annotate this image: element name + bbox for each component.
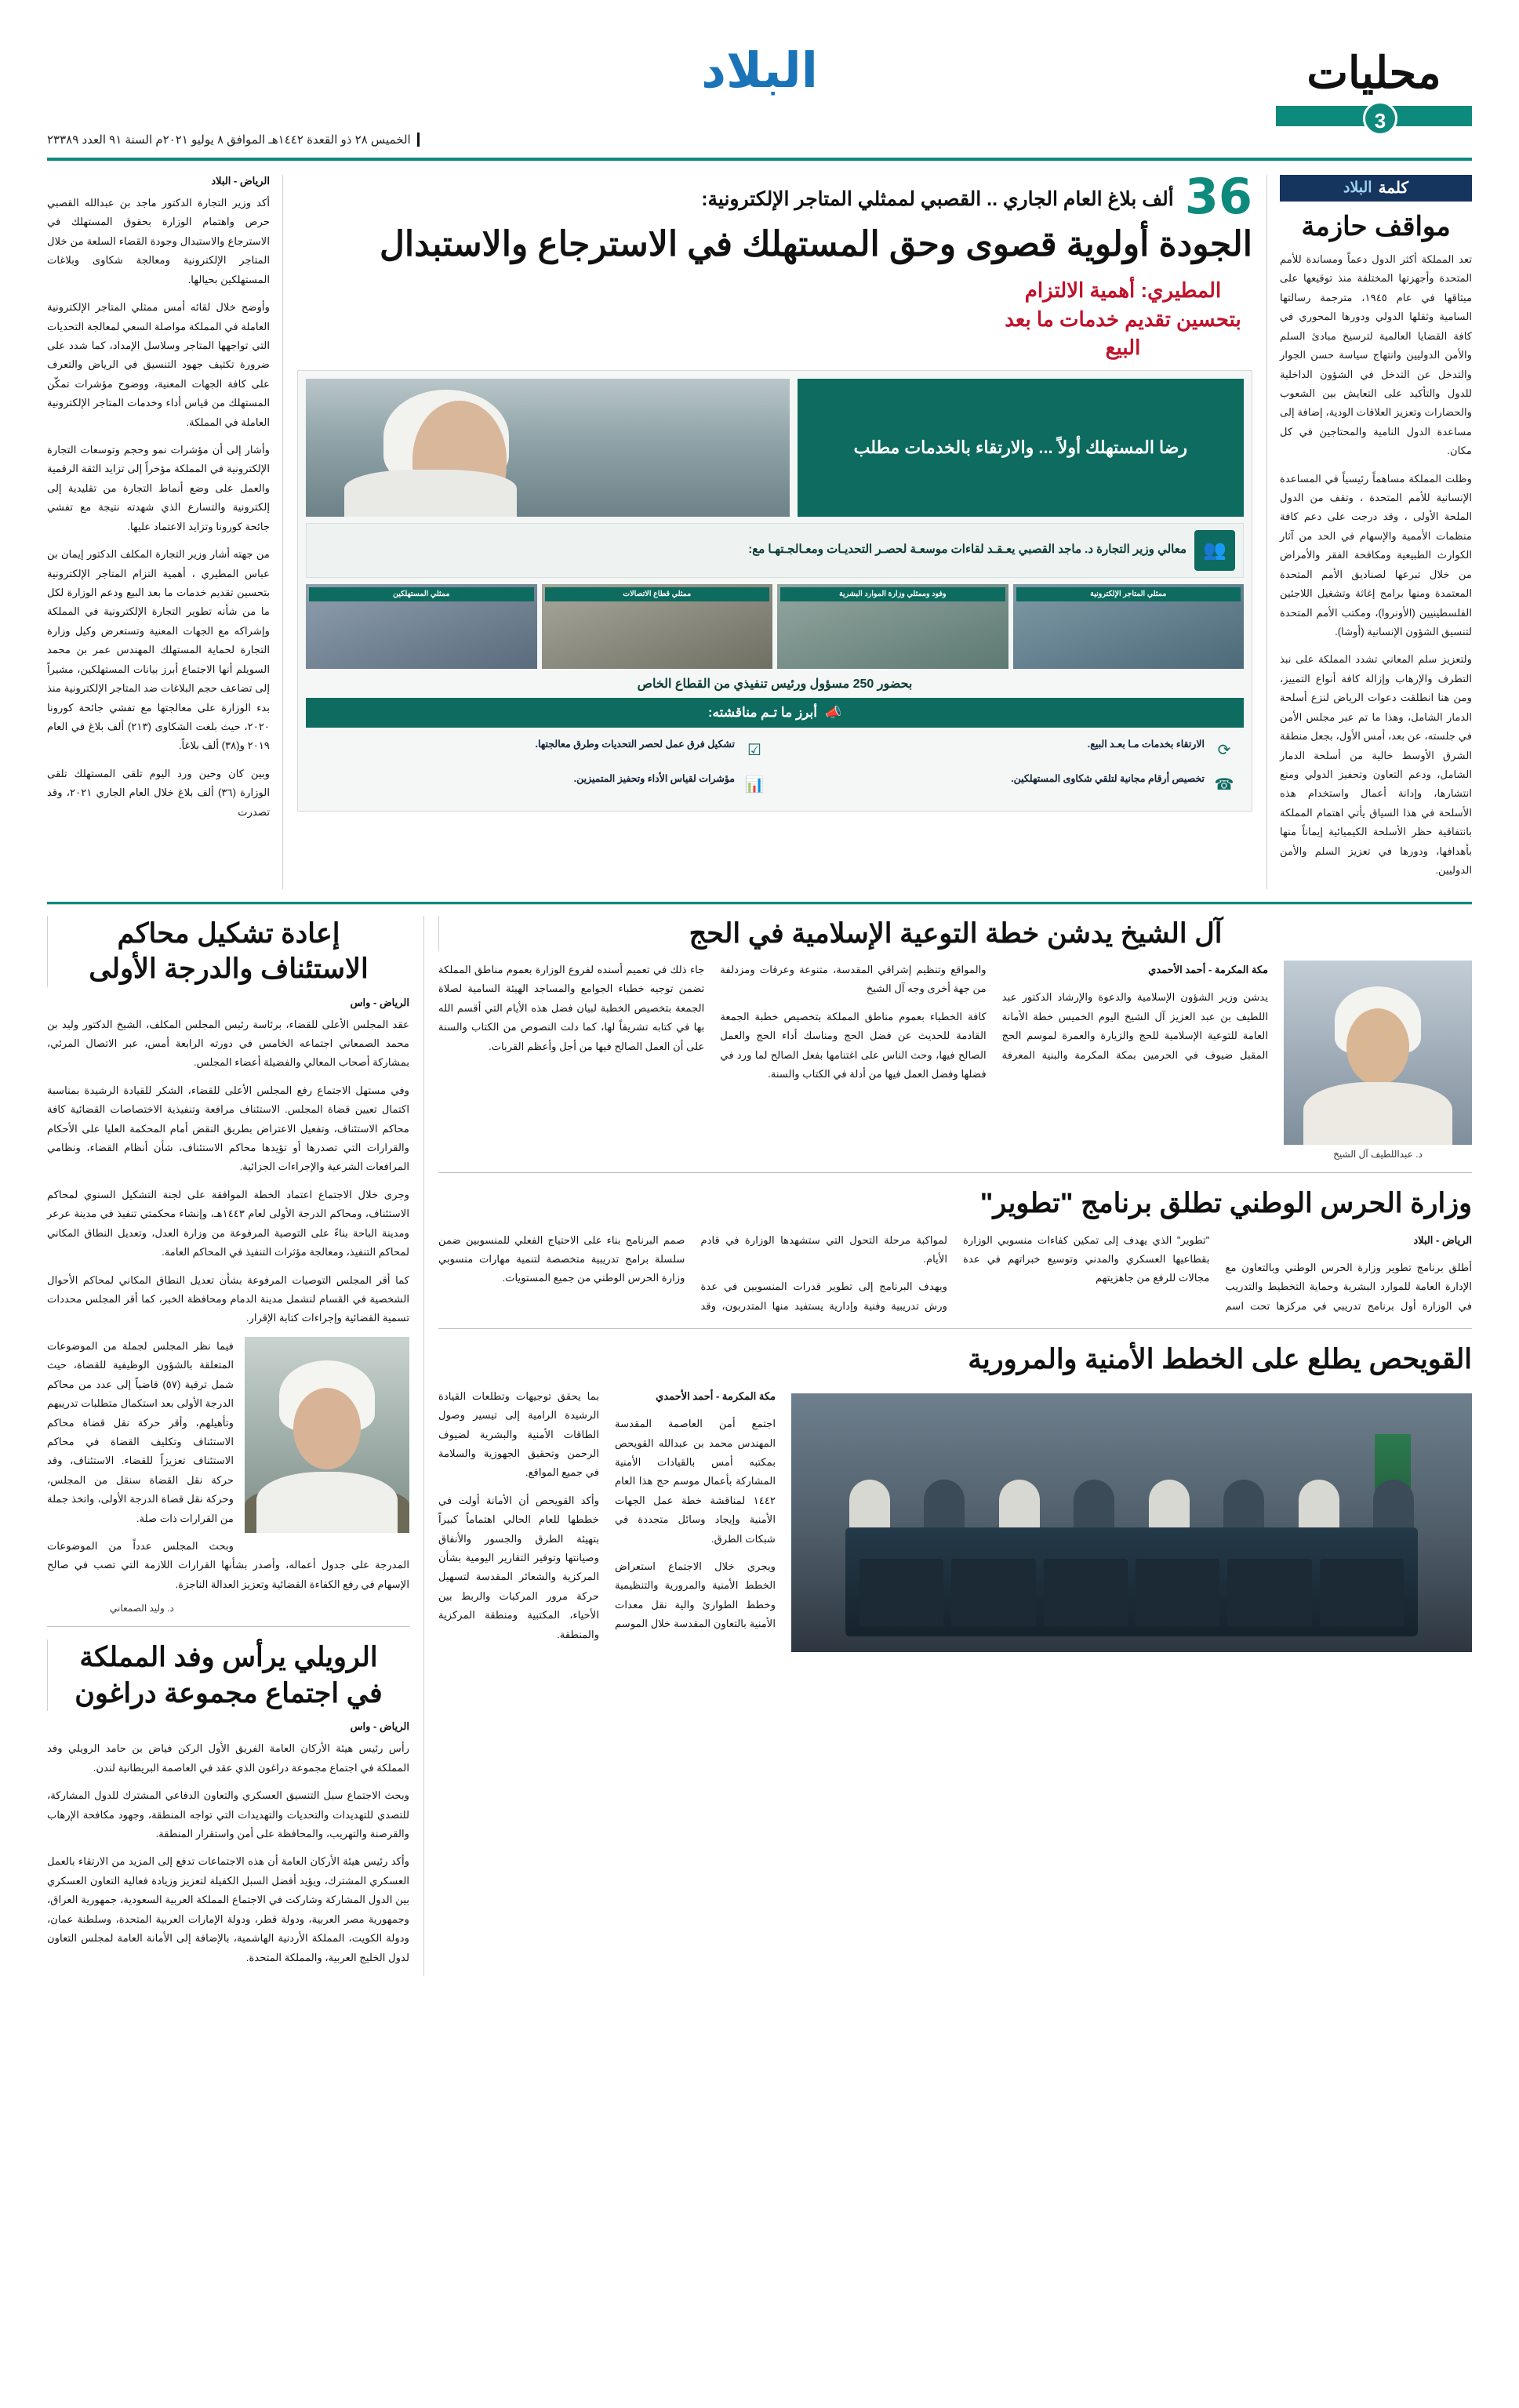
body-paragraph: أكد وزير التجارة الدكتور ماجد بن عبدالله القصبي حرص واهتمام الوزارة بحقوق المستهلك في الاسترجاع والاستبدال وجودة القضاء السلعة من خلال المتاجر الإلكترونية ومعالجة شكاوى وبلاغات المستهلكين بحيالها. bbox=[47, 197, 270, 285]
infographic-top bbox=[306, 379, 1244, 517]
body-paragraph: يدشن وزير الشؤون الإسلامية والدعوة والإرشاد الدكتور عبد اللطيف بن عبد العزيز آل الشيخ اليوم الخميس خطة الأمانة العامة للتوعية الإسلامية للحج والزيارة والعمرة لموسم الحج المقبل ضيوف في الحرمين بمكة المكرمة والبنية المعرفة والمواقع وتنظيم إشراقي المقدسة، متنوعة وعرفات ومزدلفة من جهة أخرى وجه آل الشيخ bbox=[720, 964, 1268, 1061]
seat-shape bbox=[951, 1559, 1035, 1626]
article-divider bbox=[438, 1172, 1472, 1173]
dateline-location: الرياض - البلاد bbox=[211, 175, 270, 187]
seat-shape bbox=[1044, 1559, 1128, 1626]
lower-side bbox=[47, 916, 423, 1976]
dateline-location: الرياض - البلاد bbox=[1413, 1233, 1472, 1246]
dateline: الخميس ٢٨ ذو القعدة ١٤٤٢هـ الموافق ٨ يوليو ٢٠٢١م السنة ٩١ العدد ٢٣٣٨٩ bbox=[47, 133, 420, 147]
phone-icon: ☎ bbox=[1214, 776, 1234, 794]
body-paragraph: جاء ذلك في تعميم أسنده لفروع الوزارة بعموم مناطق المملكة تضمن توجيه خطباء الجوامع والمساجد الهيئة السامية لصلاة الجمعة بتخصيص الخطبة لبيان فضل هذه الأيام التي أقسم الله بها في كتابه تشريفاً لها، كما دلت النصوص من الكتاب والسنة على أن العمل الصالح فيها من أجل وأعظم القربات. bbox=[438, 964, 705, 1052]
opinion-badge-label: كلمة bbox=[1378, 180, 1409, 197]
infographic-point bbox=[312, 737, 768, 764]
strip-photo bbox=[306, 584, 537, 669]
dateline-location: مكة المكرمة - أحمد الأحمدي bbox=[656, 1389, 776, 1402]
body-paragraph: من جهته أشار وزير التجارة المكلف الدكتور إيمان بن عباس المطيري ، أهمية التزام المتاجر الإلكترونية بتحسين تقديم خدمات ما بعد البيع ودعم الوزارة لكل ما من شأنه تطوير التجارة الإلكترونية في المملكة وإشراكه مع الجهات المعنية وتستعرض وكيل وزارة التجارة لحماية المستهلك المهندس عمر بن محمد السويلم أنها الاجتماع أبرز بيانات المستهلكين، مشيراً إلى تضاعف حجم البلاغات ضد المتاجر الإلكترونية منذ بدء الوزارة على معالجتها مع تفشي جائحة كورونا ٢٠٢٠، حيث بلغت الشكاوى (٢١٣) ألف بلاغ في العام ٢٠١٩ و(٣٨) ألف بلاغاً. bbox=[47, 548, 271, 752]
article-divider bbox=[438, 1328, 1472, 1329]
opinion-badge bbox=[1280, 175, 1472, 202]
logo-text bbox=[701, 42, 818, 99]
infographic-point bbox=[782, 772, 1237, 798]
page-number: 3 bbox=[1363, 101, 1397, 136]
infographic-point-label: تخصيص أرقام مجانية لتلقي شكاوى المستهلكين. bbox=[1011, 772, 1205, 784]
meeting-icon: 👥 bbox=[1194, 530, 1235, 571]
article-title: وزارة الحرس الوطني تطلق برنامج "تطوير" bbox=[979, 1188, 1472, 1219]
strip-photo bbox=[777, 584, 1008, 669]
seat-shape bbox=[859, 1559, 943, 1626]
seats-row bbox=[859, 1559, 1404, 1626]
photo-caption: د. وليد الصمعاني bbox=[110, 1603, 174, 1614]
body-paragraph: وأكد القويحص أن الأمانة أولت في خططها للعام الحالي اهتماماً كبيراً بتهيئة الطرق والجسور والأنفاق وصيانتها وتوفير التقارير اليومية بشأن المركزية والشعائر المقدسة لتسهيل حركة مرور المركبات والربط بين الأحياء، المكتبية ومنطقة المركزية والمنطقة. bbox=[438, 1494, 599, 1640]
article-hajj bbox=[438, 916, 1472, 1160]
lead-kicker bbox=[297, 168, 1252, 225]
article-dragon-group bbox=[47, 1640, 409, 1967]
infographic-point bbox=[782, 737, 1237, 764]
dateline-location: الرياض - واس bbox=[350, 1720, 409, 1733]
body-paragraph: وفي مستهل الاجتماع رفع المجلس الأعلى للقضاء، الشكر للقيادة الرشيدة بمناسبة اكتمال تعيين قضاة المجلس. الاستئناف مرافعة وتنفيذية الاختصاصات القضائية كافة محاكم الاستئناف، وتفعيل الاعتراض بطريق النقض أمام المحكمة العليا على الأحكام والقرارات التي تصدرها أو تؤيدها محاكم الاستئناف، شأن أنظام القضاء، ونظامي المرافعات الشرعية والإجراءات الجزائية. bbox=[47, 1084, 409, 1173]
article-title: القويحص يطلع على الخطط الأمنية والمرورية bbox=[968, 1344, 1472, 1375]
lead-subdeck: المطيري: أهمية الالتزام بتحسين تقديم خدمات ما بعد البيع bbox=[1005, 278, 1241, 360]
newspaper-logo bbox=[701, 42, 818, 99]
body-paragraph: رأس رئيس هيئة الأركان العامة الفريق الأول الركن فياض بن حامد الرويلي وفد المملكة في اجتماع مجموعة دراغون الذي عقد في العاصمة البريطانية لندن. bbox=[47, 1742, 409, 1774]
top-zone bbox=[47, 168, 1473, 889]
body-paragraph: وبين كان وحين ورد اليوم تلقى المستهلك تلقى الوزارة (٣٦) ألف بلاغ خلال العام الجاري ٢٠٢١، وقد تصدرت bbox=[47, 767, 270, 818]
section-bar bbox=[1276, 106, 1472, 133]
strip-caption: وفود وممثلي وزارة الموارد البشرية bbox=[780, 587, 1005, 601]
article-divider bbox=[47, 1626, 409, 1627]
seat-shape bbox=[1320, 1559, 1404, 1626]
bullhorn-icon: 📣 bbox=[824, 704, 842, 720]
dateline-location: الرياض - واس bbox=[350, 996, 409, 1008]
chart-icon: 📊 bbox=[744, 776, 765, 794]
seat-shape bbox=[1227, 1559, 1311, 1626]
infographic-panel bbox=[297, 370, 1252, 812]
article-title: الرويلي يرأس وفد المملكة في اجتماع مجموعة دراغون bbox=[47, 1640, 409, 1711]
face-shape bbox=[293, 1388, 361, 1469]
section-tag bbox=[1276, 48, 1472, 133]
article-security-plans bbox=[438, 1342, 1472, 1652]
logo-word: البلاد bbox=[701, 42, 818, 99]
lead-story-body bbox=[47, 175, 282, 889]
dateline-location: مكة المكرمة - أحمد الأحمدي bbox=[1148, 964, 1268, 975]
lower-main bbox=[423, 916, 1472, 1976]
infographic-point bbox=[312, 772, 768, 798]
kicker-text: ألف بلاغ العام الجاري .. القصبي لممثلي المتاجر الإلكترونية: bbox=[701, 188, 1174, 210]
body-paragraph: ويجري خلال الاجتماع استعراض الخطط الأمنية والمرورية والتنظيمية وخطط الطوارئ والية نقل معدات الأمنية بالتعاون المقدسة خلال الموسم بما يحقق توجيهات وتطلعات القيادة الرشيدة الرامية إلى تيسير وصول الطاقات الأمنية والبشرية لضيوف الرحمن وتحقيق الجهوزية والسلامة في جميع المواقع. bbox=[438, 1389, 776, 1630]
body-paragraph: كما أقر المجلس التوصيات المرفوعة بشأن تعديل النطاق المكاني لمحاكم الأحوال الشخصية في القسام لنشمل مدينة الدمام ومحافظة الخبر، كما أقر المجلس محددات تسمية القضائية وإجراءات كتابة الإقرار. bbox=[47, 1273, 409, 1324]
infographic-slogan-text: رضا المستهلك أولاً ... والارتقاء بالخدمات مطلب bbox=[853, 438, 1188, 458]
body-paragraph bbox=[615, 1387, 776, 1406]
meeting-photo bbox=[791, 1393, 1472, 1652]
lower-zone bbox=[47, 916, 1472, 1976]
face-shape bbox=[1346, 1008, 1409, 1085]
strip-caption: ممثلي المستهلكين bbox=[309, 587, 534, 601]
body-paragraph: وأوضح خلال لقائه أمس ممثلي المتاجر الإلكترونية العاملة في المملكة مواصلة السعي لمعالجة التحديات التي تواجهها المتاجر وسلاسل الإمداد، كما شدد على ضرورة تكثيف جهود التنسيق في الرياض والتعرف على كافة الجهات المعنية، ووضوح مؤشرات تمكّن المستهلك من قياس أداء وخدمات المتاجر الإلكترونية العاملة في المملكة. bbox=[47, 301, 270, 428]
refresh-icon: ⟳ bbox=[1217, 742, 1231, 760]
opinion-badge-logo: البلاد bbox=[1343, 180, 1372, 196]
body-paragraph: وجرى خلال الاجتماع اعتماد الخطة الموافقة على لجنة التشكيل السنوي لمحاكم الاستئناف، ومحاكم الدرجة الأولى لعام ١٤٤٣هـ، وإنشاء محكمتي تنفيذ في مدينة عرعر ومدينة الباحة بناءً على التوصية المرفوعة من وزارة العدل، وتعديل النطاق المكاني لمحاكم التنفيذ، ومعالجة مؤثرات التنفيذ في المحاكم العامة. bbox=[47, 1188, 409, 1258]
article-courts bbox=[47, 916, 409, 1614]
masthead bbox=[47, 43, 1472, 161]
infographic-subhead-text: معالي وزير التجارة د. ماجد القصبي يعـقـد لقاءات موسعـة لحصـر التحديـات ومعـالجـتهـا مع: bbox=[748, 543, 1186, 557]
section-rule-thin bbox=[47, 904, 1472, 905]
infographic-slogan bbox=[798, 379, 1244, 517]
article-title: إعادة تشكيل محاكم الاستئناف والدرجة الأولى bbox=[47, 916, 409, 987]
robe-shape bbox=[1303, 1082, 1452, 1145]
body-paragraph bbox=[1226, 1231, 1473, 1250]
infographic-point-label: تشكيل فرق عمل لحصر التحديات وطرق معالجتها. bbox=[535, 738, 735, 750]
opinion-column bbox=[1266, 175, 1472, 889]
infographic-points bbox=[306, 737, 1244, 803]
infographic-topics-label: أبرز ما تـم مناقشته: bbox=[707, 704, 817, 720]
infographic-subhead bbox=[306, 523, 1244, 578]
body-paragraph: وبحث الاجتماع سبل التنسيق العسكري والتعاون الدفاعي المشترك للدول المشاركة، للتصدي للتهديدات والتحديات والتهديدات التي تواجه المنطقة، وجهود مكافحة الإرهاب والقرصنة والتهريب، والمحافظة على أمن واستقرار المنطقة. bbox=[47, 1789, 409, 1840]
checklist-icon: ☑ bbox=[747, 742, 761, 760]
infographic-point-label: الارتقاء بخدمات مـا بعـد البيع. bbox=[1087, 738, 1205, 750]
seat-shape bbox=[1136, 1559, 1219, 1626]
attendees-group bbox=[832, 1450, 1431, 1538]
robe-shape bbox=[344, 470, 517, 517]
hajj-photo-block bbox=[1284, 961, 1472, 1160]
body-paragraph: أطلق برنامج تطوير وزارة الحرس الوطني وبالتعاون مع الإدارة العامة للموارد البشرية وحماية التخطيط والتدريب في الوزارة أول برنامج تدريبي في مركزها تحت اسم "تطوير" الذي يهدف إلى تمكين كفاءات منسوبي الوزارة بقطاعيها العسكري والمدني وتوسيع خبراتهم في عدة مجالات للرفع من جاهزيتهم bbox=[963, 1233, 1472, 1312]
lead-story bbox=[282, 168, 1266, 889]
opinion-body bbox=[1280, 250, 1472, 881]
strip-photo bbox=[542, 584, 773, 669]
lead-headline: الجودة أولوية قصوى وحق المستهلك في الاسترجاع والاستبدال bbox=[379, 224, 1252, 263]
body-paragraph: اجتمع أمن العاصمة المقدسة المهندس محمد بن عبدالله القويحص بمكتبه أمس بالقيادات الأمنية المشاركة بأعمال موسم حج هذا العام ١٤٤٢ لمناقشة خطة عمل الجهات الأمنية وإيجاد وسائل متجددة في شبكات الطرق. bbox=[615, 1418, 776, 1545]
opinion-paragraph: ولتعزيز سلم المعاني تشدد المملكة على نبذ التطرف والإرهاب وإزالة كافة أنواع التمييز، ومن هنا انطلقت دعوات الرياض لنزع أسلحة الدمار الشامل، وهذا ما تم عبر مجلس الأمن في جلسته، عن بعد، أمس الأول، بجعل منطقة الشرق الأوسط خالية من أسلحة الدمار الشامل، ودعم التعاون وتحفيز الدولي ومنع انتشارها، وإدانة أعمال واستخدام هذه الأسلحة في هذا السياق يأتي اهتمام المملكة بانتفاقية حظر الأسلحة الكيميائية إيماناً منها بأهدافها، ودورها في تعزيز السلم والأمن الدوليين. bbox=[1280, 653, 1472, 877]
body-paragraph: فيما نظر المجلس لجملة من الموضوعات المتعلقة بالشؤون الوظيفية للقضاة، حيث شمل ترقية (٥٧) قاضياً إلى عدد من محاكم الدرجة الأولى بعد استكمال متطلبات تدريبهم وتأهيلهم، وأقر حركة نقل قضاة محاكم الاستئناف وتكليف القضاة في محاكم الاستئناف تعزيزاً للقضاء. الاستئناف، وقد حركة نقل القضاة سنقل من المجلس، وحركة نقل قضاة الدرجة الأولى، واتخذ جملة من القرارات ذات صلة. bbox=[47, 1339, 234, 1524]
article-national-guard bbox=[438, 1186, 1472, 1316]
strip-caption: ممثلي قطاع الاتصالات bbox=[545, 587, 770, 601]
kicker-number: 36 bbox=[1184, 168, 1252, 225]
article-photo bbox=[1284, 961, 1472, 1145]
opinion-title: مواقف حازمة bbox=[1301, 212, 1451, 242]
body-paragraph bbox=[1002, 961, 1268, 979]
infographic-photo-strip bbox=[306, 584, 1244, 669]
body-paragraph: وأكد رئيس هيئة الأركان العامة أن هذه الاجتماعات تدفع إلى المزيد من الارتقاء بالعمل العسكري المشترك، ويؤيد أفضل السبل الكفيلة لتعزيز وزيادة فعالية التعاون العسكري بين الدول المشاركة وشاركت في الاجتماع المملكة العربية السعودية، جمهورية العراق، وجمهورية مصر العربية، ودولة قطر، ودولة الإمارات العربية المتحدة، وسلطنة عمان، ودولة الكويت، المملكة الأردنية الهاشمية، بالإضافة إلى الأمانة العامة لمجلس التعاون لدول الخليج العربية، والمملكة المتحدة. bbox=[47, 1855, 409, 1963]
article-title: آل الشيخ يدشن خطة التوعية الإسلامية في الحج bbox=[438, 916, 1472, 952]
infographic-attendance: بحضور 250 مسؤول ورئيس تنفيذي من القطاع الخاص bbox=[637, 677, 913, 691]
opinion-paragraph: تعد المملكة أكثر الدول دعماً ومساندة للأمم المتحدة وأجهزتها المختلفة منذ توقيعها على ميثاقها في عام ١٩٤٥، مترجمة رسالتها السامية وثقلها الدولي ودورها المحوري في كافة القضايا العالمية لترسيخ مبادئ السلم والأمن الدوليين وانتهاج سياسة حسن الجوار والتدخل عن التدخل في الشؤون الداخلية للدول والتأكيد على التعايش بين الشعوب والحضارات وتعزيز العلاقات الودية، إضافة إلى مساعدة الدول النامية والمحتاجين في كل مكان. bbox=[1280, 253, 1473, 457]
body-paragraph: كافة الخطباء بعموم مناطق المملكة بتخصيص خطبة الجمعة القادمة للحديث عن فضل الحج ومناسك أداء الحج والعمل الصالح فيها، وحث الناس على اغتنامها بفعل الصالح لما ورد في فضلها وفضل العمل فيها من أدلة في الكتاب والسنة. bbox=[720, 1010, 987, 1081]
article-photo bbox=[245, 1337, 409, 1533]
body-paragraph: ويهدف البرنامج إلى تطوير قدرات المنسوبين في عدة ورش تدريبية وفنية وإدارية يستفيد منها المتدربون، وقد صمم البرنامج بناء على الاحتياج الفعلي للمنسوبين ضمن سلسلة برامج تدريبية متخصصة لتنمية مهارات منسوبي وزارة الحرس الوطني من جميع المستويات. bbox=[438, 1233, 947, 1312]
robe-shape bbox=[256, 1472, 398, 1533]
body-paragraph: عقد المجلس الأعلى للقضاء، برئاسة رئيس المجلس المكلف، الشيخ الدكتور وليد بن محمد الصمعاني اجتماعه الخامس في دورته الرابعة أمس، عبر الاتصال المرئي، بمشاركة أصحاب المعالي والفضيلة أعضاء المجلس. bbox=[47, 1018, 409, 1069]
photo-caption: د. عبداللطيف آل الشيخ bbox=[1333, 1149, 1423, 1160]
strip-caption: ممثلي المتاجر الإلكترونية bbox=[1016, 587, 1241, 601]
body-paragraph: لمواكبة مرحلة التحول التي ستشهدها الوزارة في قادم الأيام. bbox=[700, 1233, 947, 1265]
opinion-paragraph: وظلت المملكة مساهماً رئيسياً في المساعدة الإنسانية للأمم المتحدة ، وتقف من الدول الملحة الأولى ، وقد درجت على دعم كافة منظمات الأممية والإسهام في الحد من آثار الكوارث الطبيعية ومكافحة الفقر والأمراض من خلال تبرعها لصناديق الأمم المتحدة المعتمدة ومنها برامج إغاثة وتشغيل اللاجئين الفلسطينيين (الأونروا)، ومكتب الأمم المتحدة لتنسيق الشؤون الإنسانية (أوشا). bbox=[1280, 472, 1472, 638]
body-paragraph: وأشار إلى أن مؤشرات نمو وحجم وتوسعات التجارة الإلكترونية في المملكة مؤخراً إلى تزايد الثقة الرقمية والعمل على وضع أنماط التجارة من تقليدية إلى إلكترونية والتسارع الذي شهدته نتيجة مع تفشي جائحة كورونا وتزايد الاعتماد عليها. bbox=[47, 444, 270, 532]
body-paragraph: وبحث المجلس عدداً من الموضوعات المدرجة على جدول أعماله، وأصدر بشأنها القرارات اللازمة التي تصب في صالح الإسهام في رفع الكفاءة القضائية وتعزيز العدالة الناجزة. bbox=[47, 1540, 409, 1590]
infographic-point-label: مؤشرات لقياس الأداء وتحفيز المتميزين. bbox=[573, 772, 735, 784]
minister-photo bbox=[306, 379, 790, 517]
strip-photo bbox=[1013, 584, 1245, 669]
infographic-topics-bar bbox=[306, 698, 1244, 728]
section-name: محليات bbox=[1306, 48, 1441, 97]
